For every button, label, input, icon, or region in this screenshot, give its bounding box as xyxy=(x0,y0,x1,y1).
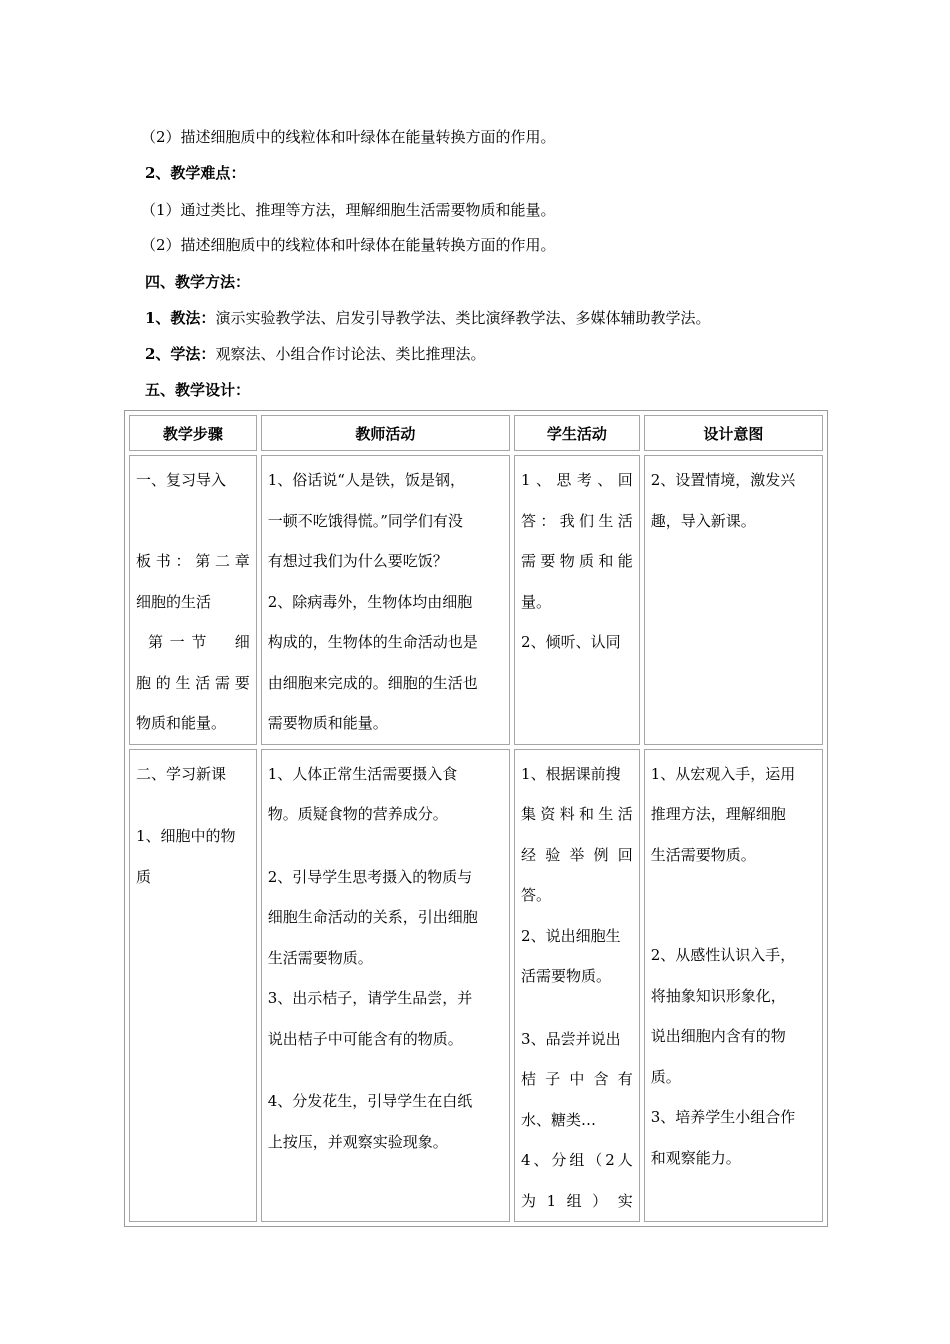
cell-line: 2、说出细胞生 xyxy=(521,926,621,945)
paragraph-difficulty-1: （1）通过类比、推理等方法，理解细胞生活需要物质和能量。 xyxy=(141,201,556,219)
cell-line: 1、思考、回 xyxy=(521,471,633,489)
cell-line: 构成的，生物体的生命活动也是 xyxy=(267,633,478,651)
cell-step xyxy=(129,455,257,745)
cell-line: 细胞的生活 xyxy=(136,592,212,611)
cell-line: 2、设置情境，激发兴 xyxy=(650,471,796,489)
cell-line: 桔子中含有 xyxy=(521,1070,633,1088)
cell-line: 3、品尝并说出 xyxy=(521,1029,621,1048)
cell-line: 一、复习导入 xyxy=(136,471,227,489)
cell-line: 推理方法，理解细胞 xyxy=(650,805,786,823)
cell-line: 1、细胞中的物 xyxy=(136,827,236,845)
cell-line: 需要物质和能量。 xyxy=(267,714,388,732)
cell-line: 4、分组（2人 xyxy=(521,1151,633,1169)
cell-line: 和观察能力。 xyxy=(650,1148,741,1167)
cell-line: 细胞生命活动的关系，引出细胞 xyxy=(267,908,478,926)
cell-line: 量。 xyxy=(521,592,552,611)
cell-line: 2、引导学生思考摄入的物质与 xyxy=(267,867,473,886)
cell-line: 1、俗话说“人是铁，饭是钢， xyxy=(267,471,465,489)
cell-line: 物质和能量。 xyxy=(136,714,227,732)
cell-teacher xyxy=(261,455,510,745)
cell-line: 一顿不吃饿得慌。”同学们有没 xyxy=(267,511,463,530)
cell-line: 答。 xyxy=(521,886,552,904)
header-teacher: 教师活动 xyxy=(261,415,510,451)
cell-line: 胞的生活需要 xyxy=(136,673,250,692)
cell-line: 集资料和生活 xyxy=(521,805,633,823)
heading-methods: 四、教学方法： xyxy=(145,273,251,291)
cell-line: 有想过我们为什么要吃饭？ xyxy=(267,552,448,570)
cell-line: 活需要物质。 xyxy=(521,967,612,985)
cell-line: 生活需要物质。 xyxy=(650,845,756,864)
cell-line: 1、人体正常生活需要摄入食 xyxy=(267,764,458,783)
teaching-method-label: 1、教法： xyxy=(145,309,216,327)
cell-line: 由细胞来完成的。细胞的生活也 xyxy=(267,673,478,692)
cell-line: 上按压，并观察实验现象。 xyxy=(267,1132,448,1151)
header-student: 学生活动 xyxy=(514,415,640,451)
header-step: 教学步骤 xyxy=(129,415,257,451)
table-row xyxy=(129,455,823,745)
learning-method-label: 2、学法： xyxy=(145,345,216,363)
cell-line: 物。质疑食物的营养成分。 xyxy=(267,805,448,823)
cell-line: 3、培养学生小组合作 xyxy=(650,1108,796,1126)
cell-line: 答：我们生活 xyxy=(521,511,633,530)
cell-intent xyxy=(644,455,823,745)
table-header-row xyxy=(129,415,823,451)
paragraph-teaching-method xyxy=(145,308,710,328)
cell-line: 二、学习新课 xyxy=(136,764,227,783)
cell-student xyxy=(514,455,640,745)
cell-line: 4、分发花生，引导学生在白纸 xyxy=(267,1092,473,1110)
paragraph-learning-method xyxy=(145,344,485,364)
learning-method-text: 观察法、小组合作讨论法、类比推理法。 xyxy=(215,345,486,363)
cell-step xyxy=(129,749,257,1223)
header-intent: 设计意图 xyxy=(644,415,823,451)
cell-line: 趣，导入新课。 xyxy=(650,511,756,530)
teaching-method-text: 演示实验教学法、启发引导教学法、类比演绎教学法、多媒体辅助教学法。 xyxy=(215,309,711,327)
cell-line: 2、除病毒外，生物体均由细胞 xyxy=(267,592,473,611)
cell-line: 需要物质和能 xyxy=(521,552,633,570)
heading-difficulty: 2、教学难点： xyxy=(145,164,246,182)
heading-design: 五、教学设计： xyxy=(145,381,251,399)
cell-teacher xyxy=(261,749,510,1223)
cell-line: 第一节 细 xyxy=(148,633,250,651)
cell-line: 2、倾听、认同 xyxy=(521,633,621,651)
teaching-design-table xyxy=(124,410,828,1227)
cell-line: 生活需要物质。 xyxy=(267,948,373,967)
cell-line: 2、从感性认识入手， xyxy=(650,946,796,964)
cell-line: 质 xyxy=(136,867,152,886)
cell-line: 质。 xyxy=(650,1067,681,1086)
cell-line: 说出桔子中可能含有的物质。 xyxy=(267,1029,463,1048)
cell-student xyxy=(514,749,640,1223)
paragraph-difficulty-2: （2）描述细胞质中的线粒体和叶绿体在能量转换方面的作用。 xyxy=(141,236,556,254)
cell-line: 将抽象知识形象化， xyxy=(650,986,786,1005)
cell-line: 3、出示桔子，请学生品尝，并 xyxy=(267,989,473,1007)
cell-line: 经验举例回 xyxy=(521,845,633,864)
cell-line: 水、糖类… xyxy=(521,1110,597,1129)
cell-line: 说出细胞内含有的物 xyxy=(650,1027,786,1045)
cell-line: 为1组）实 xyxy=(521,1191,633,1210)
cell-line: 1、从宏观入手，运用 xyxy=(650,764,796,783)
cell-line: 1、根据课前搜 xyxy=(521,764,621,783)
cell-line xyxy=(136,501,250,542)
cell-intent xyxy=(644,749,823,1223)
table-row xyxy=(129,749,823,1223)
paragraph-key-point-2: （2）描述细胞质中的线粒体和叶绿体在能量转换方面的作用。 xyxy=(141,128,556,146)
cell-line: 板书：第二章 xyxy=(136,552,250,570)
